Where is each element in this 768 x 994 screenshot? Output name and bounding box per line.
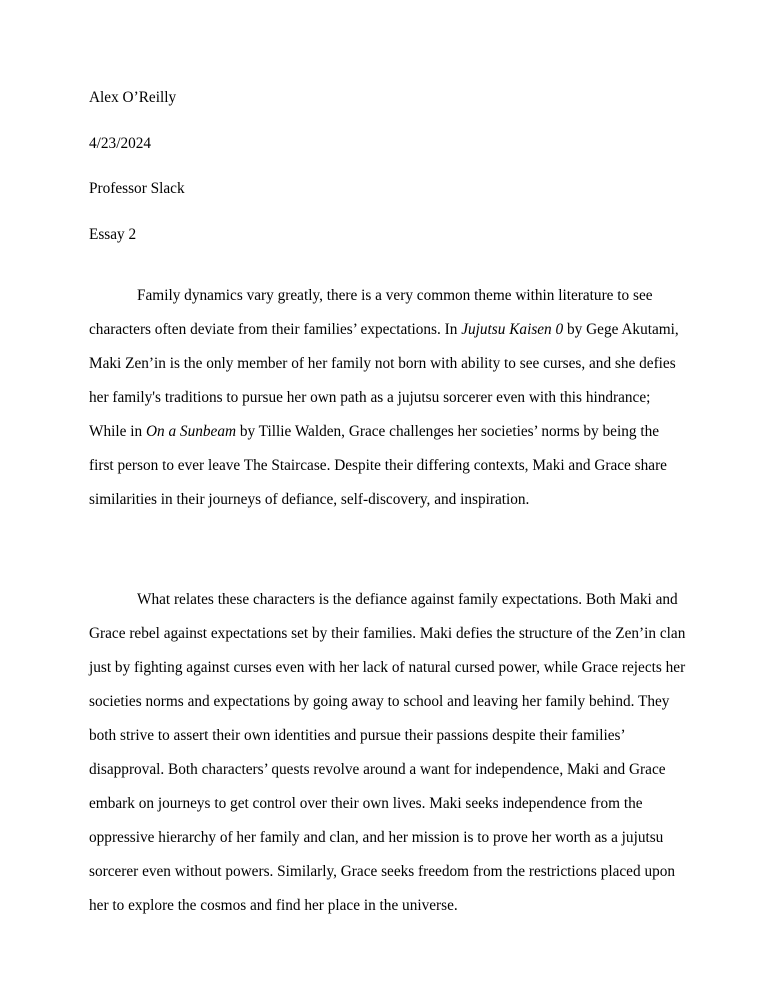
text-run: both strive to assert their own identities and pursue their passions despite their families’ [89,727,626,744]
text-line [137,591,678,609]
text-line [89,625,685,643]
text-run: by Gege Akutami, [563,321,679,338]
text-run: Maki Zen’in is the only member of her family not born with ability to see curses, and she defies [89,355,676,372]
text-line [89,727,626,745]
text-line [89,355,676,373]
text-run: societies norms and expectations by going away to school and leaving her family behind. They [89,693,670,710]
essay-date: 4/23/2024 [89,135,152,152]
text-run: her family's traditions to pursue her own path as a jujutsu sorcerer even with this hindrance; [89,389,651,406]
text-line [89,795,643,813]
text-line [89,389,650,407]
book-title: On a Sunbeam [145,423,237,440]
text-run: disapproval. Both characters’ quests revolve around a want for independence, Maki and Grace [89,761,666,778]
text-run: Family dynamics vary greatly, there is a very common theme within literature to see [137,287,653,304]
text-line [89,761,666,779]
text-run: embark on journeys to get control over their own lives. Maki seeks independence from the [89,795,643,812]
text-run: first person to ever leave The Staircase. Despite their differing contexts, Maki and Grace share [89,457,667,474]
text-run: by Tillie Walden, Grace challenges her societies’ norms by being the [236,423,660,440]
text-line [89,829,663,847]
text-run: oppressive hierarchy of her family and clan, and her mission is to prove her worth as a jujutsu [89,829,664,846]
text-line [89,423,659,441]
text-line [89,457,667,475]
text-run: sorcerer even without powers. Similarly, Grace seeks freedom from the restrictions placed upon [89,863,676,880]
text-run: her to explore the cosmos and find her place in the universe. [89,897,458,914]
text-line [89,659,685,677]
text-line [89,897,458,915]
text-line [89,321,679,339]
text-run: just by fighting against curses even with her lack of natural cursed power, while Grace rejects her [89,659,686,676]
text-line [89,491,529,509]
book-title: Jujutsu Kaisen 0 [461,321,564,338]
text-line [89,693,669,711]
text-run: While in [89,423,146,440]
assignment-title: Essay 2 [89,226,137,243]
text-run: characters often deviate from their families’ expectations. In [89,321,462,338]
text-line [137,287,653,305]
professor-name: Professor Slack [89,180,185,197]
text-line [89,863,675,881]
text-run: Grace rebel against expectations set by their families. Maki defies the structure of the Zen’in clan [89,625,686,642]
author-name: Alex O’Reilly [89,89,177,106]
text-run: What relates these characters is the defiance against family expectations. Both Maki and [137,591,678,608]
text-run: similarities in their journeys of defiance, self-discovery, and inspiration. [89,491,530,508]
